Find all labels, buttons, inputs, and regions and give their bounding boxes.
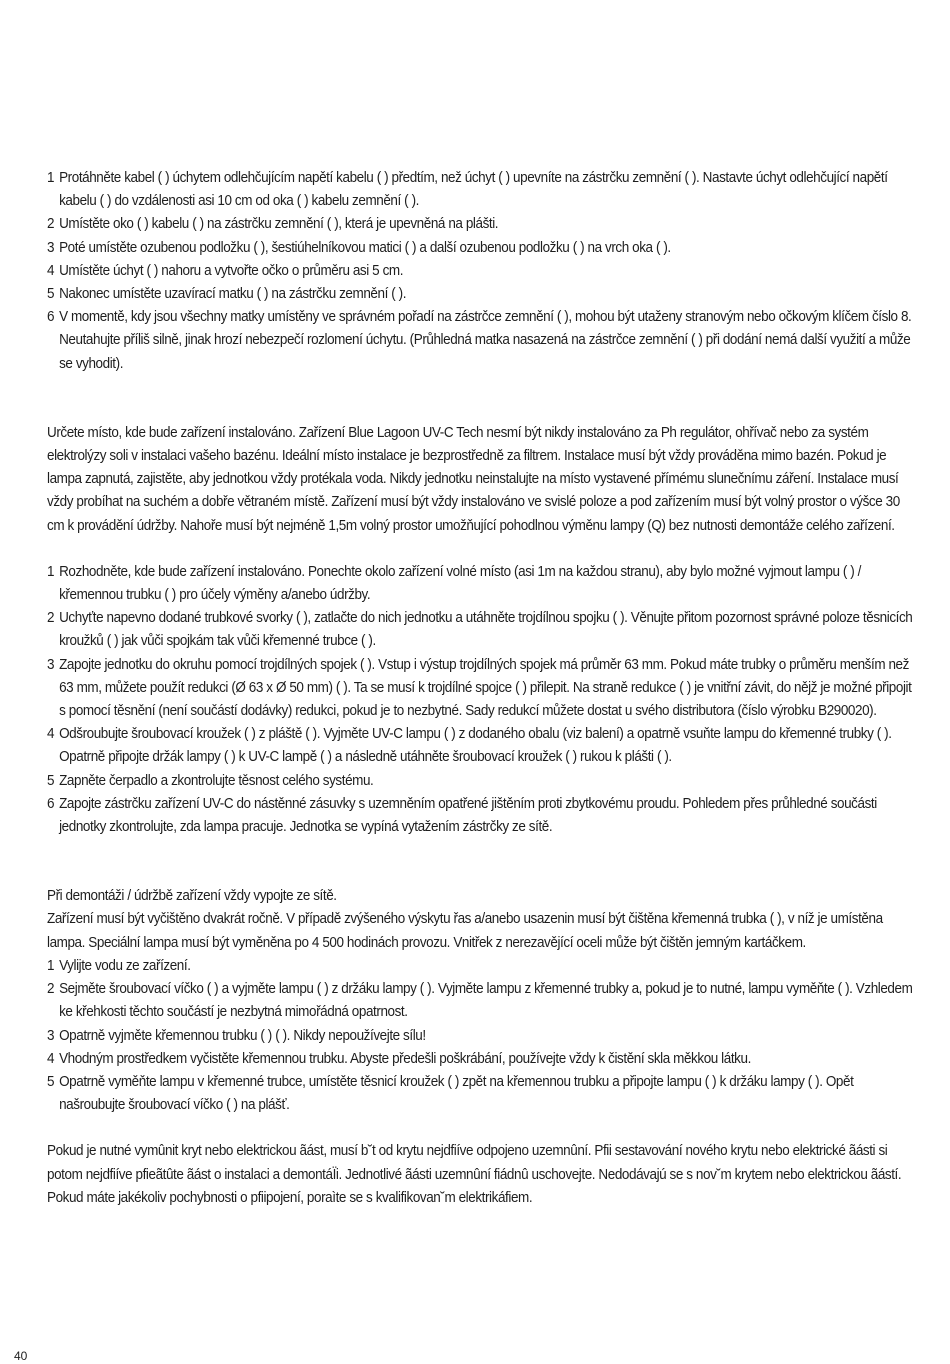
list-item: 3 Poté umístěte ozubenou podložku ( ), šestiúhelníkovou matici ( ) a další ozubenou podložku ( ) na vrch oka ( ). xyxy=(47,239,671,256)
maintenance-warning: Při demontáži / údržbě zařízení vždy vypojte ze sítě. xyxy=(47,888,337,905)
list-item: 2 Sejměte šroubovací víčko ( ) a vyjměte lampu ( ) z držáku lampy ( ). Vyjměte lampu z křemenné trubky a, pokud je to nutné, lampu vyměňte ( ). Vzhledem ke křehkosti těchto součástí je nezbytná mimořádná opatrnost. xyxy=(47,981,913,1021)
list-item: 6 Zapojte zástrčku zařízení UV-C do nástěnné zásuvky s uzemněním opatřené jištěním proti zbytkovému proudu. Pohledem přes průhledné součásti jednotky zkontrolujte, zda lampa pracuje. Jednotka se vypíná vytažením zástrčky ze sítě. xyxy=(47,795,877,836)
section-spacer xyxy=(47,839,915,885)
maintenance-intro: Zařízení musí být vyčištěno dvakrát ročně. V případě zvýšeného výskytu řas a/anebo usazenin musí být čištěna křemenná trubka ( ), v níž je umístěna lampa. Speciální lampa musí být vyměněna po 4 500 hodinách provozu. Vnitřek z nerezavějící oceli může být čištěn jemným kartáčkem. xyxy=(47,911,883,951)
grounding-steps-list xyxy=(47,167,915,376)
page-number: 40 xyxy=(14,1349,28,1363)
list-item: 5 Zapněte čerpadlo a zkontrolujte těsnost celého systému. xyxy=(47,772,374,789)
maintenance-steps-list xyxy=(47,955,915,1117)
installation-steps-list xyxy=(47,561,915,839)
list-item: 4 Vhodným prostředkem vyčistěte křemennou trubku. Abyste předešli poškrábání, používejte vždy k čistění skla měkkou látku. xyxy=(47,1050,751,1067)
section-spacer xyxy=(47,1117,915,1140)
list-item: 5 Opatrně vyměňte lampu v křemenné trubce, umístěte těsnicí kroužek ( ) zpět na křemennou trubku a připojte lampu ( ) k držáku lampy ( ). Opět našroubujte šroubovací víčko ( ) na plášť. xyxy=(47,1073,854,1114)
list-item: 2 Umístěte oko ( ) kabelu ( ) na zástrčku zemnění ( ), která je upevněná na plášti. xyxy=(47,216,499,233)
page-content xyxy=(47,167,915,1210)
list-item: 2 Uchyťte napevno dodané trubkové svorky ( ), zatlačte do nich jednotku a utáhněte trojdílnou spojku ( ). Věnujte přitom pozornost správné poloze těsnicích kroužků ( ) jak vůči spojkám tak vůči křemenné trubce ( ). xyxy=(47,610,913,650)
list-item: 5 Nakonec umístěte uzavírací matku ( ) na zástrčku zemnění ( ). xyxy=(47,286,407,303)
list-item: 1 Vylijte vodu ze zařízení. xyxy=(47,957,191,974)
section-spacer xyxy=(47,538,915,561)
list-item: 3 Zapojte jednotku do okruhu pomocí trojdílných spojek ( ). Vstup i výstup trojdílných spojek má průměr 63 mm. Pokud máte trubky o průměru menším než 63 mm, můžete použít redukci (Ø 63 x Ø 50 mm) ( ). Ta se musí k trojdílné spojce ( ) přilepit. Na straně redukce ( ) je vnitřní závit, do nějž je možné připojit s pomocí těsnění (není součástí dodávky) redukci, pokud je to nezbytné. Sady redukcí můžete dostat u svého distributora (číslo výrobku B290020). xyxy=(47,656,912,720)
list-item: 4 Odšroubujte šroubovací kroužek ( ) z pláště ( ). Vyjměte UV-C lampu ( ) z dodaného obalu (viz balení) a opatrně vsuňte lampu do křemenné trubky ( ). Opatrně připojte držák lampy ( ) k UV-C lampě ( ) a následně utáhněte šroubovací kroužek ( ) rukou k plášti ( ). xyxy=(47,726,892,766)
list-item: 1 Protáhněte kabel ( ) úchytem odlehčujícím napětí kabelu ( ) předtím, než úchyt ( ) upevníte na zástrčku zemnění ( ). Nastavte úchyt odlehčující napětí kabelu ( ) do vzdálenosti asi 10 cm od oka ( ) kabelu zemnění ( ). xyxy=(47,170,888,210)
section-spacer xyxy=(47,376,915,422)
list-item: 4 Umístěte úchyt ( ) nahoru a vytvořte očko o průměru asi 5 cm. xyxy=(47,262,404,279)
list-item: 3 Opatrně vyjměte křemennou trubku ( ) ( ). Nikdy nepoužívejte sílu! xyxy=(47,1027,426,1044)
replacement-note: Pokud je nutné vymûnit kryt nebo elektrickou ãást, musí b˘t od krytu nejdfiíve odpojeno uzemnûní. Pfii sestavování nového krytu nebo elektrické ãásti si potom nejdfiíve pfieãtûte ãást o instalaci a demontáÏi. Jednotlivé ãásti uzemnûní fiádnû uschovejte. Nedodávajú se s nov˘m krytem nebo elektrickou ãástí. Pokud máte jakékoliv pochybnosti o pfiipojení, poraìte se s kvalifikovan˘m elektrikáfiem. xyxy=(47,1143,902,1206)
list-item: 6 V momentě, kdy jsou všechny matky umístěny ve správném pořadí na zástrčce zemnění ( ), mohou být utaženy stranovým nebo očkovým klíčem číslo 8. Neutahujte příliš silně, jinak hrozí nebezpečí rozlomení úchytu. (Průhledná matka nasazená na zástrčce zemnění ( ) při dodání nemá další využití a může se vyhodit). xyxy=(47,309,912,372)
list-item: 1 Rozhodněte, kde bude zařízení instalováno. Ponechte okolo zařízení volné místo (asi 1m na každou stranu), aby bylo možné vyjmout lampu ( ) / křemennou trubku ( ) pro účely výměny a/anebo údržby. xyxy=(47,563,862,604)
installation-intro: Určete místo, kde bude zařízení instalováno. Zařízení Blue Lagoon UV-C Tech nesmí být nikdy instalováno za Ph regulátor, ohřívač nebo za systém elektrolýzy soli v instalaci vašeho bazénu. Ideální místo instalace je bezprostředně za filtrem. Instalace musí být vždy prováděna mimo bazén. Pokud je lampa zapnutá, zajistěte, aby jednotkou vždy protékala voda. Nikdy jednotku neinstalujte na místo vystavené přímému slunečnímu záření. Instalace musí vždy probíhat na suchém a dobře větraném místě. Zařízení musí být vždy instalováno ve svislé poloze a pod zařízením musí být volný prostor o výšce 30 cm k provádění údržby. Nahoře musí být nejméně 1,5m volný prostor umožňující pohodlnou výměnu lampy (Q) bez nutnosti demontáže celého zařízení. xyxy=(47,424,900,534)
